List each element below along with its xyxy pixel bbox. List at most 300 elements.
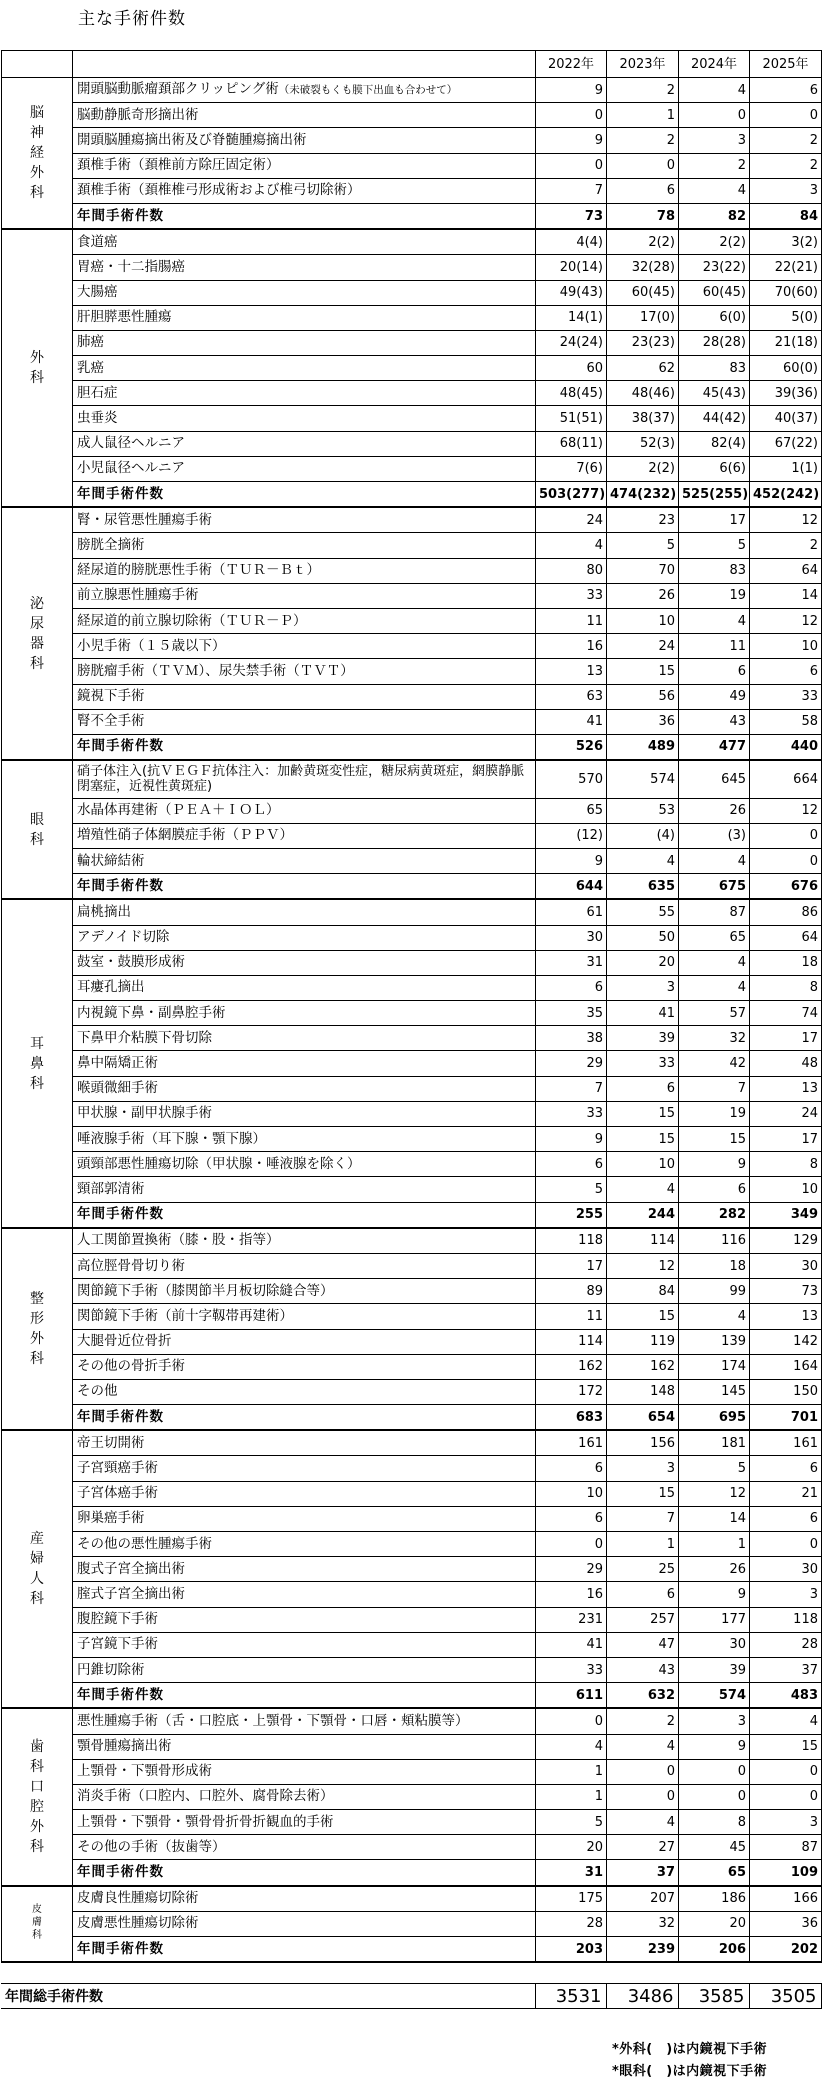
- count-cell: 9: [536, 1127, 607, 1152]
- total-count-cell: 255: [536, 1202, 607, 1228]
- count-cell: 51(51): [536, 406, 607, 431]
- count-cell: 23: [607, 507, 679, 533]
- count-cell: 33: [536, 1101, 607, 1126]
- procedure-name: 大腸癌: [77, 284, 118, 301]
- count-cell: 4: [679, 608, 750, 633]
- year-header: 2024年: [679, 51, 750, 78]
- table-row: [2, 1886, 822, 1912]
- count-cell: 175: [536, 1886, 607, 1912]
- count-cell: 4: [679, 78, 750, 103]
- procedure-cell: [73, 634, 536, 659]
- count-cell: 17(0): [607, 305, 679, 330]
- total-label: 年間手術件数: [73, 1683, 536, 1709]
- total-count-cell: 282: [679, 1202, 750, 1228]
- table-row: [2, 975, 822, 1000]
- count-cell: 0: [679, 1784, 750, 1809]
- page-title: 主な手術件数: [78, 9, 186, 29]
- table-row: [2, 1632, 822, 1657]
- count-cell: 0: [750, 823, 822, 848]
- count-cell: 15: [607, 1304, 679, 1329]
- count-cell: 166: [750, 1886, 822, 1912]
- procedure-cell: [73, 1810, 536, 1835]
- table-row: [2, 381, 822, 406]
- procedure-name: 皮膚悪性腫瘍切除術: [77, 1915, 199, 1932]
- count-cell: 3: [607, 1456, 679, 1481]
- count-cell: 20(14): [536, 255, 607, 280]
- count-cell: 6: [536, 1506, 607, 1531]
- procedure-cell: [73, 1911, 536, 1936]
- department-total-row: [2, 203, 822, 229]
- procedure-name: 鼻中隔矯正術: [77, 1055, 158, 1072]
- table-row: [2, 684, 822, 709]
- grand-total-label: 年間総手術件数: [1, 1984, 535, 2009]
- count-cell: 65: [679, 925, 750, 950]
- total-count-cell: 203: [536, 1937, 607, 1963]
- table-row: [2, 406, 822, 431]
- count-cell: 49: [679, 684, 750, 709]
- count-cell: 30: [750, 1557, 822, 1582]
- department-cell: [2, 760, 73, 899]
- count-cell: 32: [679, 1026, 750, 1051]
- total-label: 年間手術件数: [73, 1937, 536, 1963]
- count-cell: 60(0): [750, 356, 822, 381]
- department-cell: [2, 1228, 73, 1431]
- count-cell: 73: [750, 1279, 822, 1304]
- table-row: [2, 1532, 822, 1557]
- procedure-name: 腟式子宮全摘出術: [77, 1585, 185, 1602]
- procedure-cell: [73, 1177, 536, 1202]
- count-cell: 50: [607, 925, 679, 950]
- procedure-cell: [73, 1379, 536, 1404]
- procedure-name: 頸部郭清術: [77, 1180, 145, 1197]
- count-cell: 161: [536, 1430, 607, 1456]
- department-name: 産婦人科: [30, 1531, 44, 1608]
- count-cell: 47: [607, 1632, 679, 1657]
- count-cell: 114: [607, 1228, 679, 1254]
- count-cell: 6: [750, 1506, 822, 1531]
- count-cell: 67(22): [750, 431, 822, 456]
- count-cell: 24: [607, 634, 679, 659]
- count-cell: 36: [607, 709, 679, 734]
- count-cell: 3: [750, 1582, 822, 1607]
- total-count-cell: 695: [679, 1405, 750, 1431]
- department-name: 耳鼻科: [30, 1035, 44, 1092]
- count-cell: 21(18): [750, 330, 822, 355]
- procedure-cell: [73, 229, 536, 255]
- procedure-cell: [73, 1152, 536, 1177]
- count-cell: 70: [607, 558, 679, 583]
- count-cell: 2: [750, 533, 822, 558]
- total-count-cell: 65: [679, 1860, 750, 1886]
- procedure-cell: [73, 823, 536, 848]
- total-count-cell: 239: [607, 1937, 679, 1963]
- table-row: [2, 1076, 822, 1101]
- count-cell: 129: [750, 1228, 822, 1254]
- count-cell: 9: [536, 128, 607, 153]
- count-cell: 5: [536, 1177, 607, 1202]
- count-cell: 12: [679, 1481, 750, 1506]
- count-cell: 116: [679, 1228, 750, 1254]
- table-row: [2, 255, 822, 280]
- table-row: [2, 1177, 822, 1202]
- procedure-cell: [73, 1076, 536, 1101]
- table-row: [2, 356, 822, 381]
- count-cell: 6: [607, 178, 679, 203]
- count-cell: 62: [607, 356, 679, 381]
- count-cell: 10: [750, 634, 822, 659]
- count-cell: 33: [750, 684, 822, 709]
- procedure-name: 子宮体癌手術: [77, 1485, 158, 1502]
- count-cell: 4: [679, 848, 750, 873]
- procedure-name: 胃癌・十二指腸癌: [77, 258, 185, 275]
- count-cell: 6: [536, 1152, 607, 1177]
- count-cell: 0: [536, 1532, 607, 1557]
- grand-total-2022: 3531: [535, 1984, 606, 2009]
- count-cell: 0: [750, 1532, 822, 1557]
- count-cell: 4: [679, 1304, 750, 1329]
- procedure-cell: [73, 153, 536, 178]
- count-cell: 3: [607, 975, 679, 1000]
- table-row: [2, 229, 822, 255]
- count-cell: 45: [679, 1835, 750, 1860]
- procedure-cell: [73, 103, 536, 128]
- department-name: 歯科口腔外科: [30, 1738, 44, 1855]
- count-cell: 4: [607, 848, 679, 873]
- procedure-cell: [73, 1228, 536, 1254]
- department-name: 泌尿器科: [30, 595, 44, 672]
- count-cell: 15: [607, 1481, 679, 1506]
- count-cell: 6: [750, 659, 822, 684]
- total-count-cell: 675: [679, 874, 750, 900]
- count-cell: 4: [607, 1177, 679, 1202]
- count-cell: 5(0): [750, 305, 822, 330]
- count-cell: 0: [679, 103, 750, 128]
- count-cell: 28(28): [679, 330, 750, 355]
- count-cell: 5: [679, 533, 750, 558]
- procedure-name: 開頭脳腫瘍摘出術及び脊髄腫瘍摘出術: [77, 131, 307, 148]
- procedure-name: 子宮頸癌手術: [77, 1460, 158, 1477]
- count-cell: 161: [750, 1430, 822, 1456]
- table-row: [2, 1026, 822, 1051]
- table-row: [2, 1354, 822, 1379]
- count-cell: 22(21): [750, 255, 822, 280]
- procedure-cell: [73, 1632, 536, 1657]
- count-cell: 186: [679, 1886, 750, 1912]
- count-cell: 177: [679, 1607, 750, 1632]
- total-label: 年間手術件数: [73, 203, 536, 229]
- procedure-name: 腎・尿管悪性腫瘍手術: [77, 511, 212, 528]
- table-row: [2, 558, 822, 583]
- table-row: [2, 1481, 822, 1506]
- count-cell: 570: [536, 760, 607, 798]
- count-cell: 156: [607, 1430, 679, 1456]
- table-row: [2, 1759, 822, 1784]
- table-row: [2, 1506, 822, 1531]
- note-surgery: *外科( )は内鏡視下手術: [612, 2042, 768, 2057]
- count-cell: 174: [679, 1354, 750, 1379]
- procedure-name: 帝王切開術: [77, 1434, 145, 1451]
- department-total-row: [2, 482, 822, 508]
- department-cell: [2, 1708, 73, 1885]
- procedure-name: 脳動静脈奇形摘出術: [77, 106, 199, 123]
- count-cell: 84: [607, 1279, 679, 1304]
- procedure-name: 喉頭微細手術: [77, 1080, 158, 1097]
- table-row: [2, 1329, 822, 1354]
- count-cell: 4: [679, 950, 750, 975]
- procedure-cell: [73, 925, 536, 950]
- procedure-name: 鼓室・鼓膜形成術: [77, 954, 185, 971]
- procedure-cell: [73, 1708, 536, 1734]
- count-cell: 24(24): [536, 330, 607, 355]
- table-row: [2, 1253, 822, 1278]
- procedure-name: アデノイド切除: [77, 929, 170, 946]
- procedure-cell: [73, 255, 536, 280]
- procedure-name: 関節鏡下手術（前十字靱帯再建術）: [77, 1307, 293, 1324]
- count-cell: 55: [607, 899, 679, 925]
- count-cell: 150: [750, 1379, 822, 1404]
- count-cell: 7: [536, 1076, 607, 1101]
- procedure-cell: [73, 1001, 536, 1026]
- procedure-cell: [73, 709, 536, 734]
- total-label: 年間手術件数: [73, 1860, 536, 1886]
- table-row: [2, 1784, 822, 1809]
- total-count-cell: 644: [536, 874, 607, 900]
- procedure-cell: [73, 1506, 536, 1531]
- procedure-name: 耳瘻孔摘出: [77, 979, 145, 996]
- count-cell: 17: [679, 507, 750, 533]
- table-row: [2, 153, 822, 178]
- count-cell: 4: [679, 178, 750, 203]
- procedure-name: 高位脛骨骨切り術: [77, 1257, 185, 1274]
- count-cell: 17: [750, 1026, 822, 1051]
- count-cell: 21: [750, 1481, 822, 1506]
- count-cell: 39: [679, 1657, 750, 1682]
- procedure-name: 甲状腺・副甲状腺手術: [77, 1105, 212, 1122]
- count-cell: 118: [536, 1228, 607, 1254]
- procedure-name: 卵巣癌手術: [77, 1510, 145, 1527]
- total-label: 年間手術件数: [73, 734, 536, 760]
- table-row: [2, 128, 822, 153]
- count-cell: 19: [679, 583, 750, 608]
- count-cell: 1: [536, 1784, 607, 1809]
- count-cell: 14: [679, 1506, 750, 1531]
- table-row: [2, 634, 822, 659]
- total-count-cell: 474(232): [607, 482, 679, 508]
- procedure-note: （未破裂もくも膜下出血も合わせて）: [278, 84, 458, 97]
- procedure-name: その他の悪性腫瘍手術: [77, 1535, 212, 1552]
- procedure-name: 大腿骨近位骨折: [77, 1333, 172, 1350]
- count-cell: 56: [607, 684, 679, 709]
- table-row: [2, 899, 822, 925]
- count-cell: 18: [679, 1253, 750, 1278]
- department-total-row: [2, 1202, 822, 1228]
- procedure-cell: [73, 798, 536, 823]
- count-cell: 24: [750, 1101, 822, 1126]
- count-cell: 172: [536, 1379, 607, 1404]
- count-cell: 41: [607, 1001, 679, 1026]
- table-row: [2, 848, 822, 873]
- department-total-row: [2, 1860, 822, 1886]
- department-name: 皮膚科: [32, 1904, 42, 1942]
- table-row: [2, 1430, 822, 1456]
- total-count-cell: 206: [679, 1937, 750, 1963]
- count-cell: 162: [607, 1354, 679, 1379]
- table-row: [2, 583, 822, 608]
- procedure-cell: [73, 583, 536, 608]
- count-cell: 29: [536, 1557, 607, 1582]
- procedure-cell: [73, 899, 536, 925]
- table-row: [2, 1279, 822, 1304]
- procedure-cell: [73, 456, 536, 481]
- count-cell: 20: [607, 950, 679, 975]
- procedure-cell: [73, 1607, 536, 1632]
- count-cell: 3: [679, 128, 750, 153]
- count-cell: 30: [536, 925, 607, 950]
- count-cell: 16: [536, 1582, 607, 1607]
- procedure-name: 腹腔鏡下手術: [77, 1611, 158, 1628]
- count-cell: 82(4): [679, 431, 750, 456]
- table-row: [2, 1152, 822, 1177]
- procedure-cell: [73, 1481, 536, 1506]
- department-total-row: [2, 734, 822, 760]
- count-cell: 26: [679, 1557, 750, 1582]
- procedure-cell: [73, 1026, 536, 1051]
- table-row: [2, 760, 822, 798]
- procedure-cell: [73, 507, 536, 533]
- total-count-cell: 632: [607, 1683, 679, 1709]
- count-cell: 41: [536, 1632, 607, 1657]
- count-cell: 3(2): [750, 229, 822, 255]
- count-cell: 87: [679, 899, 750, 925]
- table-row: [2, 78, 822, 103]
- total-count-cell: 73: [536, 203, 607, 229]
- procedure-cell: [73, 1430, 536, 1456]
- count-cell: 257: [607, 1607, 679, 1632]
- year-header: 2023年: [607, 51, 679, 78]
- count-cell: 40(37): [750, 406, 822, 431]
- count-cell: 30: [679, 1632, 750, 1657]
- count-cell: 42: [679, 1051, 750, 1076]
- procedure-cell: [73, 1657, 536, 1682]
- total-count-cell: 635: [607, 874, 679, 900]
- table-row: [2, 709, 822, 734]
- table-row: [2, 533, 822, 558]
- procedure-cell: [73, 1835, 536, 1860]
- count-cell: 0: [750, 1759, 822, 1784]
- count-cell: 11: [536, 608, 607, 633]
- procedure-name: その他: [77, 1383, 118, 1400]
- total-count-cell: 349: [750, 1202, 822, 1228]
- table-row: [2, 330, 822, 355]
- count-cell: 4: [536, 533, 607, 558]
- count-cell: 0: [679, 1759, 750, 1784]
- count-cell: 2(2): [607, 456, 679, 481]
- table-row: [2, 1582, 822, 1607]
- table-row: [2, 1734, 822, 1759]
- procedure-name: 膀胱全摘術: [77, 536, 145, 553]
- count-cell: 0: [536, 153, 607, 178]
- table-row: [2, 1835, 822, 1860]
- procedure-cell: [73, 1051, 536, 1076]
- procedure-cell: [73, 1279, 536, 1304]
- procedure-name: 鏡視下手術: [77, 688, 145, 705]
- procedure-name: 増殖性硝子体網膜症手術（ＰＰＶ）: [77, 827, 293, 844]
- count-cell: 5: [536, 1810, 607, 1835]
- procedure-name: 消炎手術（口腔内、口腔外、腐骨除去術）: [77, 1788, 334, 1805]
- procedure-cell: [73, 975, 536, 1000]
- year-header: 2025年: [750, 51, 822, 78]
- count-cell: 15: [679, 1127, 750, 1152]
- procedure-cell: [73, 1354, 536, 1379]
- total-count-cell: 84: [750, 203, 822, 229]
- table-row: [2, 950, 822, 975]
- count-cell: 49(43): [536, 280, 607, 305]
- count-cell: 28: [750, 1632, 822, 1657]
- procedure-name: 頚椎手術（頚椎椎弓形成術および椎弓切除術）: [77, 182, 361, 199]
- table-row: [2, 507, 822, 533]
- count-cell: 33: [607, 1051, 679, 1076]
- count-cell: 83: [679, 558, 750, 583]
- count-cell: 10: [750, 1177, 822, 1202]
- procedure-cell: [73, 950, 536, 975]
- total-count-cell: 503(277): [536, 482, 607, 508]
- procedure-name: 内視鏡下鼻・副鼻腔手術: [77, 1004, 226, 1021]
- procedure-name: 腎不全手術: [77, 713, 145, 730]
- count-cell: 7(6): [536, 456, 607, 481]
- procedure-cell: [73, 406, 536, 431]
- procedure-name: その他の手術（抜歯等）: [77, 1838, 226, 1855]
- count-cell: 4: [607, 1810, 679, 1835]
- count-cell: 6(0): [679, 305, 750, 330]
- count-cell: 17: [750, 1127, 822, 1152]
- procedure-name: 硝子体注入(抗ＶＥＧＦ抗体注入：加齢黄斑変性症，糖尿病黄斑症，網膜静脈閉塞症，近視性黄斑症): [77, 764, 525, 795]
- count-cell: 12: [750, 798, 822, 823]
- procedure-name: 悪性腫瘍手術（舌・口腔底・上顎骨・下顎骨・口唇・頬粘膜等）: [77, 1712, 469, 1729]
- count-cell: 43: [679, 709, 750, 734]
- count-cell: 29: [536, 1051, 607, 1076]
- grand-total-row: [1, 1984, 821, 2009]
- procedure-cell: [73, 1127, 536, 1152]
- total-count-cell: 654: [607, 1405, 679, 1431]
- department-cell: [2, 78, 73, 230]
- count-cell: 8: [679, 1810, 750, 1835]
- total-count-cell: 611: [536, 1683, 607, 1709]
- table-row: [2, 1657, 822, 1682]
- count-cell: 0: [607, 1759, 679, 1784]
- count-cell: 164: [750, 1354, 822, 1379]
- procedure-cell: [73, 1101, 536, 1126]
- count-cell: 0: [750, 1784, 822, 1809]
- count-cell: 1: [536, 1759, 607, 1784]
- count-cell: 231: [536, 1607, 607, 1632]
- count-cell: 645: [679, 760, 750, 798]
- department-name: 外科: [30, 350, 44, 387]
- count-cell: 6: [679, 659, 750, 684]
- procedure-cell: [73, 1329, 536, 1354]
- count-cell: 89: [536, 1279, 607, 1304]
- procedure-name: 下鼻甲介粘膜下骨切除: [77, 1029, 212, 1046]
- procedure-name: 上顎骨・下顎骨・顎骨骨折骨折観血的手術: [77, 1813, 334, 1830]
- procedure-name: 胆石症: [77, 384, 118, 401]
- count-cell: 43: [607, 1657, 679, 1682]
- department-total-row: [2, 874, 822, 900]
- total-count-cell: 526: [536, 734, 607, 760]
- count-cell: 14: [750, 583, 822, 608]
- procedure-name: 経尿道的前立腺切除術（ＴＵＲ－Ｐ）: [77, 612, 307, 629]
- total-label: 年間手術件数: [73, 874, 536, 900]
- table-row: [2, 1304, 822, 1329]
- count-cell: 181: [679, 1430, 750, 1456]
